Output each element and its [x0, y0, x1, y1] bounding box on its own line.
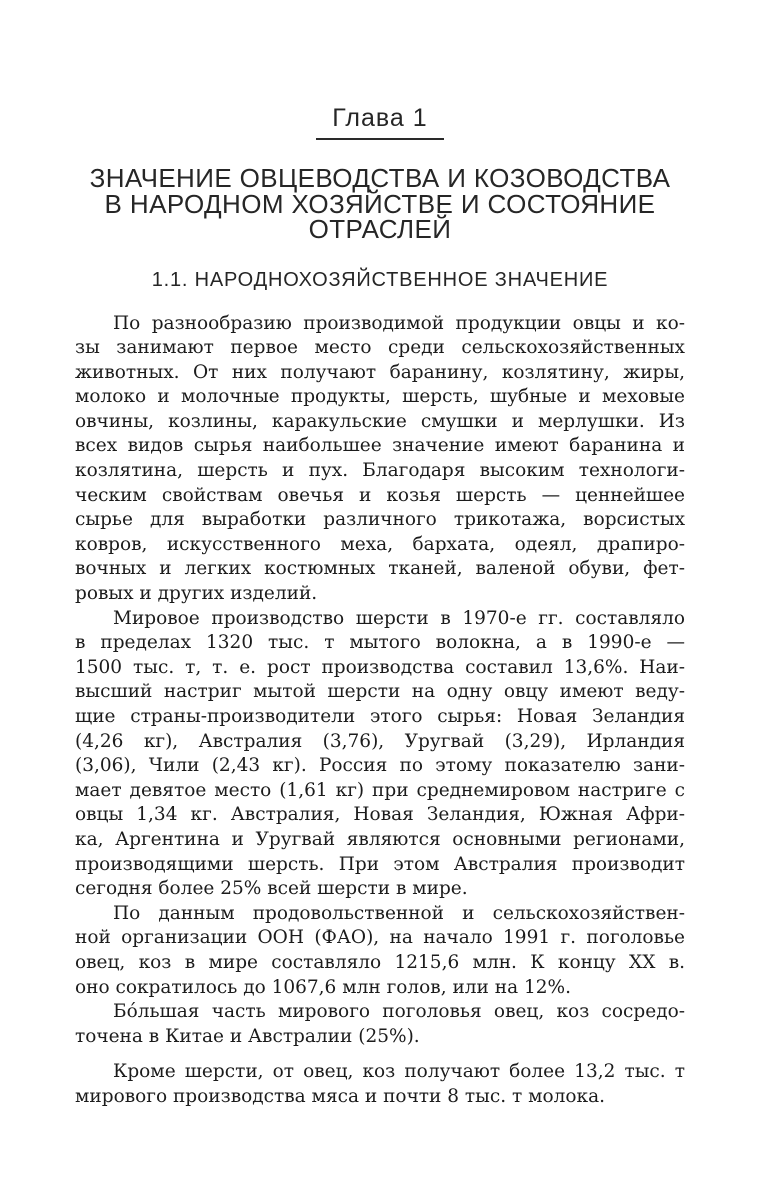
text-line: ческим свойствам овечья и козья шерсть — ценнейшее	[75, 484, 685, 506]
text-line: овчины, козлины, каракульские смушки и мерлушки. Из	[75, 410, 685, 432]
title-line: ЗНАЧЕНИЕ ОВЦЕВОДСТВА И КОЗОВОДСТВА	[89, 163, 671, 193]
text-line: мает девятое место (1,61 кг) при среднемировом настриге с	[75, 779, 685, 801]
text-line: зы занимают первое место среди сельскохозяйственных	[75, 337, 685, 359]
title-line: В НАРОДНОМ ХОЗЯЙСТВЕ И СОСТОЯНИЕ	[104, 188, 656, 219]
text-line: мирового производства мяса и почти 8 тыс. т молока.	[75, 1085, 605, 1107]
title-line: ОТРАСЛЕЙ	[308, 214, 452, 244]
text-line: козлятина, шерсть и пух. Благодаря высоким технологи-	[75, 460, 685, 482]
text-line: ной организации ООН (ФАО), на начало 1991 г. поголовье	[75, 927, 685, 949]
page-title	[75, 163, 685, 244]
text-line: сегодня более 25% всей шерсти в мире.	[75, 878, 468, 900]
section-heading: 1.1. НАРОДНОХОЗЯЙСТВЕННОЕ ЗНАЧЕНИЕ	[151, 268, 609, 291]
text-line: 1500 тыс. т, т. е. рост производства составил 13,6%. Наи-	[75, 656, 685, 678]
paragraph	[75, 1060, 685, 1109]
text-line: высший настриг мытой шерсти на одну овцу имеют веду-	[75, 681, 685, 703]
text-line: ровых и других изделий.	[75, 583, 318, 605]
text-line: вочных и легких костюмных тканей, валеной обуви, фет-	[75, 558, 685, 580]
text-line: Бо́льшая часть мирового поголовья овец, коз сосредо-	[113, 1001, 685, 1023]
text-line: оно сократилось до 1067,6 млн голов, или на 12%.	[75, 976, 571, 998]
text-line: По данным продовольственной и сельскохозяйствен-	[113, 902, 685, 924]
text-line: щие страны-производители этого сырья: Новая Зеландия	[75, 706, 685, 727]
text-line: в пределах 1320 тыс. т мытого волокна, а в 1990-е —	[75, 632, 685, 654]
text-line: всех видов сырья наибольшее значение имеют баранина и	[75, 435, 685, 457]
body-text	[75, 312, 685, 1110]
text-line: (3,06), Чили (2,43 кг). Россия по этому показателю зани-	[75, 755, 685, 777]
chapter-label: Глава 1	[316, 104, 443, 140]
text-line: Мировое производство шерсти в 1970-е гг. составляло	[113, 607, 685, 629]
paragraph	[75, 1000, 685, 1049]
text-line: животных. От них получают баранину, козлятину, жиры,	[75, 361, 685, 383]
text-line: ка, Аргентина и Уругвай являются основными регионами,	[75, 828, 685, 850]
paragraph	[75, 312, 685, 607]
text-line: (4,26 кг), Австралия (3,76), Уругвай (3,29), Ирландия	[75, 730, 685, 752]
text-line: молоко и молочные продукты, шерсть, шубные и меховые	[75, 386, 685, 408]
text-line: овец, коз в мире составляло 1215,6 млн. К концу XX в.	[75, 951, 685, 973]
paragraph	[75, 607, 685, 902]
text-line: производящими шерсть. При этом Австралия производит	[75, 853, 685, 875]
text-line: точена в Китае и Австралии (25%).	[75, 1025, 420, 1047]
text-line: сырье для выработки различного трикотажа, ворсистых	[75, 509, 685, 531]
text-line: По разнообразию производимой продукции овцы и ко-	[113, 312, 685, 334]
text-line: овцы 1,34 кг. Австралия, Новая Зеландия, Южная Афри-	[75, 804, 685, 826]
chapter-heading	[75, 104, 685, 140]
text-line: Кроме шерсти, от овец, коз получают более 13,2 тыс. т	[113, 1061, 685, 1083]
paragraph	[75, 902, 685, 1000]
text-line: ковров, искусственного меха, бархата, одеял, драпиро-	[75, 533, 685, 555]
